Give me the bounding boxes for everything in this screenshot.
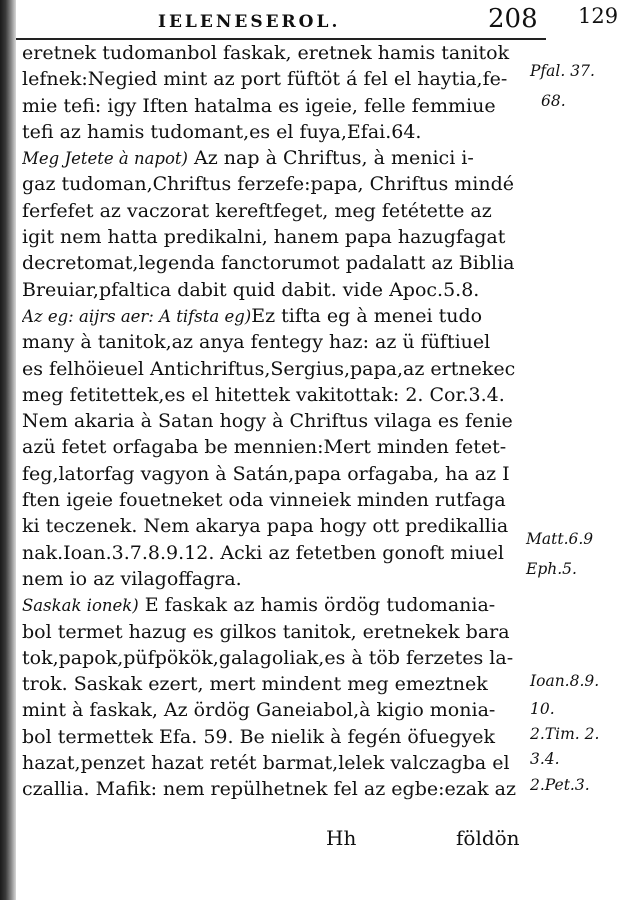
gloss-lemma: Meg Jetete à napot) xyxy=(22,149,188,169)
margin-note-timothy-number: 3.4. xyxy=(530,750,560,768)
text-line: trok. Saskak ezert, mert mindent meg emeztnek xyxy=(22,673,488,696)
gloss-lemma: Az eg: aijrs aer: A tifsta eg) xyxy=(22,306,252,326)
text-line: meg fetitettek,es el hitettek vakitottak: 2. Cor.3.4. xyxy=(22,383,505,406)
text-line: tefi az hamis tudomant,es el fuya,Efai.64. xyxy=(22,120,422,143)
text-line: ki teczenek. Nem akarya papa hogy ott predikallia xyxy=(22,515,509,538)
margin-note-ephesians: Eph.5. xyxy=(526,560,577,578)
text-line: hazat,penzet hazat retét barmat,lelek valczagba el xyxy=(22,752,510,775)
margin-note-psalm-number: 68. xyxy=(541,92,566,110)
running-head: IELENESEROL. xyxy=(158,12,341,32)
text-line: ften igeie fouetneket oda vinneiek minden rutfaga xyxy=(22,489,506,512)
text-line: ferfefet az vaczorat kereftfeget, meg fetétette az xyxy=(22,199,492,222)
page-number: 208 xyxy=(488,4,538,34)
margin-note-timothy: 2.Tim. 2. xyxy=(530,725,600,743)
text-line: Az eg: aijrs aer: A tifsta eg)Ez tifta eg à menei tudo xyxy=(22,304,483,327)
text-line: many à tanitok,az anya fentegy haz: az ü füftiuel xyxy=(22,331,491,354)
text-line: feg,latorfag vagyon à Satán,papa orfagaba, ha az I xyxy=(22,462,510,485)
text-line: nem io az vilagoffagra. xyxy=(22,567,242,590)
catchword: földön xyxy=(456,826,520,850)
text-line: mint à faskak, Az ördög Ganeiabol,à kigio monia- xyxy=(22,699,496,722)
text-line: nak.Ioan.3.7.8.9.12. Acki az fetetben gonoft miuel xyxy=(22,541,504,564)
text-line: igit nem hatta predikalni, hanem papa hazugfagat xyxy=(22,226,506,249)
text-line: azü fetet orfagaba be mennien:Mert minden fetet- xyxy=(22,436,507,459)
text-line: bol termettek Efa. 59. Be nielik à fegén öfuegyek xyxy=(22,725,496,748)
text-line: bol termet hazug es gilkos tanitok, eretnekek bara xyxy=(22,620,510,643)
text-line: czallia. Mafik: nem repülhetnek fel az egbe:ezak az xyxy=(22,778,516,801)
signature-mark: Hh xyxy=(326,826,357,850)
text-line: tok,papok,püfpökök,galagoliak,es à töb ferzetes la- xyxy=(22,646,514,669)
text-line: Saskak ionek) E faskak az hamis ördög tudomania- xyxy=(22,594,496,617)
text-line: eretnek tudomanbol faskak, eretnek hamis tanitok xyxy=(22,42,510,64)
text-line: Meg Jetete à napot) Az nap à Chriftus, à menici i- xyxy=(22,147,474,170)
margin-note-john: Ioan.8.9. xyxy=(530,672,600,690)
folio-note: 129 xyxy=(578,4,619,28)
text-line: es felhöieuel Antichriftus,Sergius,papa,az ertnekec xyxy=(22,357,516,380)
text-line: Breuiar,pfaltica dabit quid dabit. vide Apoc.5.8. xyxy=(22,278,480,301)
text-line: decretomat,legenda fanctorumot padalatt az Biblia xyxy=(22,252,515,275)
text-line: lefnek:Negied mint az port füftöt á fel el haytia,fe- xyxy=(22,68,508,91)
page-gutter-shadow xyxy=(0,0,16,900)
text-line: Nem akaria à Satan hogy à Chriftus vilaga es fenie xyxy=(22,410,513,433)
margin-note-psalm: Pfal. 37. xyxy=(530,62,595,80)
body-text xyxy=(22,40,530,803)
page-footer xyxy=(0,818,638,858)
text-line: gaz tudoman,Chriftus ferzefe:papa, Chriftus mindé xyxy=(22,173,514,196)
gloss-lemma: Saskak ionek) xyxy=(22,596,139,616)
text-line: mie tefi: igy Iften hatalma es igeie, felle femmiue xyxy=(22,94,496,117)
margin-note-matthew: Matt.6.9 xyxy=(526,530,594,548)
margin-note-john-number: 10. xyxy=(530,700,555,718)
margin-note-peter: 2.Pet.3. xyxy=(530,776,590,794)
